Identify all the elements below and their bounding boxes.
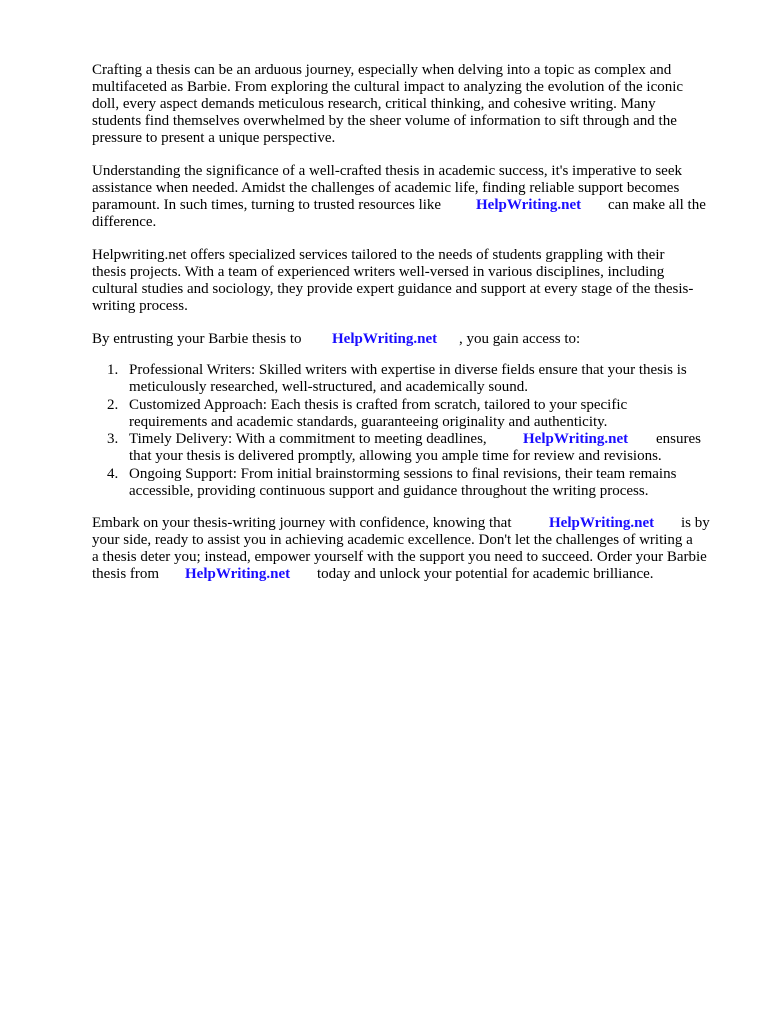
list-item-1-line-2: meticulously researched, well-structured, and academically sound. [129, 379, 529, 395]
paragraph-3-line-2: thesis projects. With a team of experienced writers well-versed in various disciplines, including [92, 264, 665, 280]
paragraph-3-line-1: Helpwriting.net offers specialized services tailored to the needs of students grappling with their [92, 247, 665, 263]
list-item-4-number: 4. [107, 466, 119, 482]
helpwriting-link-1[interactable]: HelpWriting.net [476, 197, 582, 213]
paragraph-5-line-2: your side, ready to assist you in achieving academic excellence. Don't let the challenges of writing a [92, 532, 693, 548]
list-item-2-line-1: Customized Approach: Each thesis is crafted from scratch, tailored to your specific [129, 397, 628, 413]
paragraph-5-line-3: a thesis deter you; instead, empower yourself with the support you need to succeed. Order your Barbie [92, 549, 707, 565]
paragraph-1-line-3: doll, every aspect demands meticulous research, critical thinking, and cohesive writing. Many [92, 96, 656, 112]
list-item-3-number: 3. [107, 431, 119, 447]
list-item-1-number: 1. [107, 362, 119, 378]
list-item-3-line-1: Timely Delivery: With a commitment to meeting deadlines, [129, 431, 487, 447]
helpwriting-link-2[interactable]: HelpWriting.net [332, 331, 438, 347]
paragraph-5-line-1-end: is by [681, 515, 710, 531]
paragraph-1-line-4: students find themselves overwhelmed by the sheer volume of information to sift through and the [92, 113, 677, 129]
helpwriting-link-4[interactable]: HelpWriting.net [549, 515, 655, 531]
paragraph-1-line-1: Crafting a thesis can be an arduous journey, especially when delving into a topic as complex and [92, 62, 672, 78]
paragraph-4-text-end: , you gain access to: [459, 331, 581, 347]
paragraph-2-line-1: Understanding the significance of a well-crafted thesis in academic success, it's imperative to seek [92, 163, 682, 179]
list-item-3-line-1-end: ensures [656, 431, 701, 447]
list-item-4-line-2: accessible, providing continuous support and guidance throughout the writing process. [129, 483, 649, 499]
paragraph-2-line-3-end: can make all the [608, 197, 706, 213]
list-item-2-line-2: requirements and academic standards, guaranteeing originality and authenticity. [129, 414, 608, 430]
helpwriting-link-5[interactable]: HelpWriting.net [185, 566, 291, 582]
paragraph-3-line-4: writing process. [92, 298, 188, 314]
list-item-3-line-2: that your thesis is delivered promptly, allowing you ample time for review and revisions. [129, 448, 662, 464]
paragraph-2-line-3: paramount. In such times, turning to trusted resources like [92, 197, 442, 213]
list-item-2-number: 2. [107, 397, 119, 413]
paragraph-4-text-start: By entrusting your Barbie thesis to [92, 331, 302, 347]
paragraph-2-line-2: assistance when needed. Amidst the challenges of academic life, finding reliable support becomes [92, 180, 680, 196]
paragraph-5-line-1: Embark on your thesis-writing journey with confidence, knowing that [92, 515, 512, 531]
paragraph-1-line-2: multifaceted as Barbie. From exploring the cultural impact to analyzing the evolution of the iconic [92, 79, 684, 95]
paragraph-5-line-4-end: today and unlock your potential for academic brilliance. [317, 566, 654, 582]
list-item-4-line-1: Ongoing Support: From initial brainstorming sessions to final revisions, their team remains [129, 466, 677, 482]
paragraph-2-line-4: difference. [92, 214, 157, 230]
paragraph-5-line-4: thesis from [92, 566, 160, 582]
paragraph-3-line-3: cultural studies and sociology, they provide expert guidance and support at every stage of the thesis- [92, 281, 694, 297]
paragraph-1-line-5: pressure to present a unique perspective. [92, 130, 336, 146]
helpwriting-link-3[interactable]: HelpWriting.net [523, 431, 629, 447]
list-item-1-line-1: Professional Writers: Skilled writers with expertise in diverse fields ensure that your thesis is [129, 362, 687, 378]
